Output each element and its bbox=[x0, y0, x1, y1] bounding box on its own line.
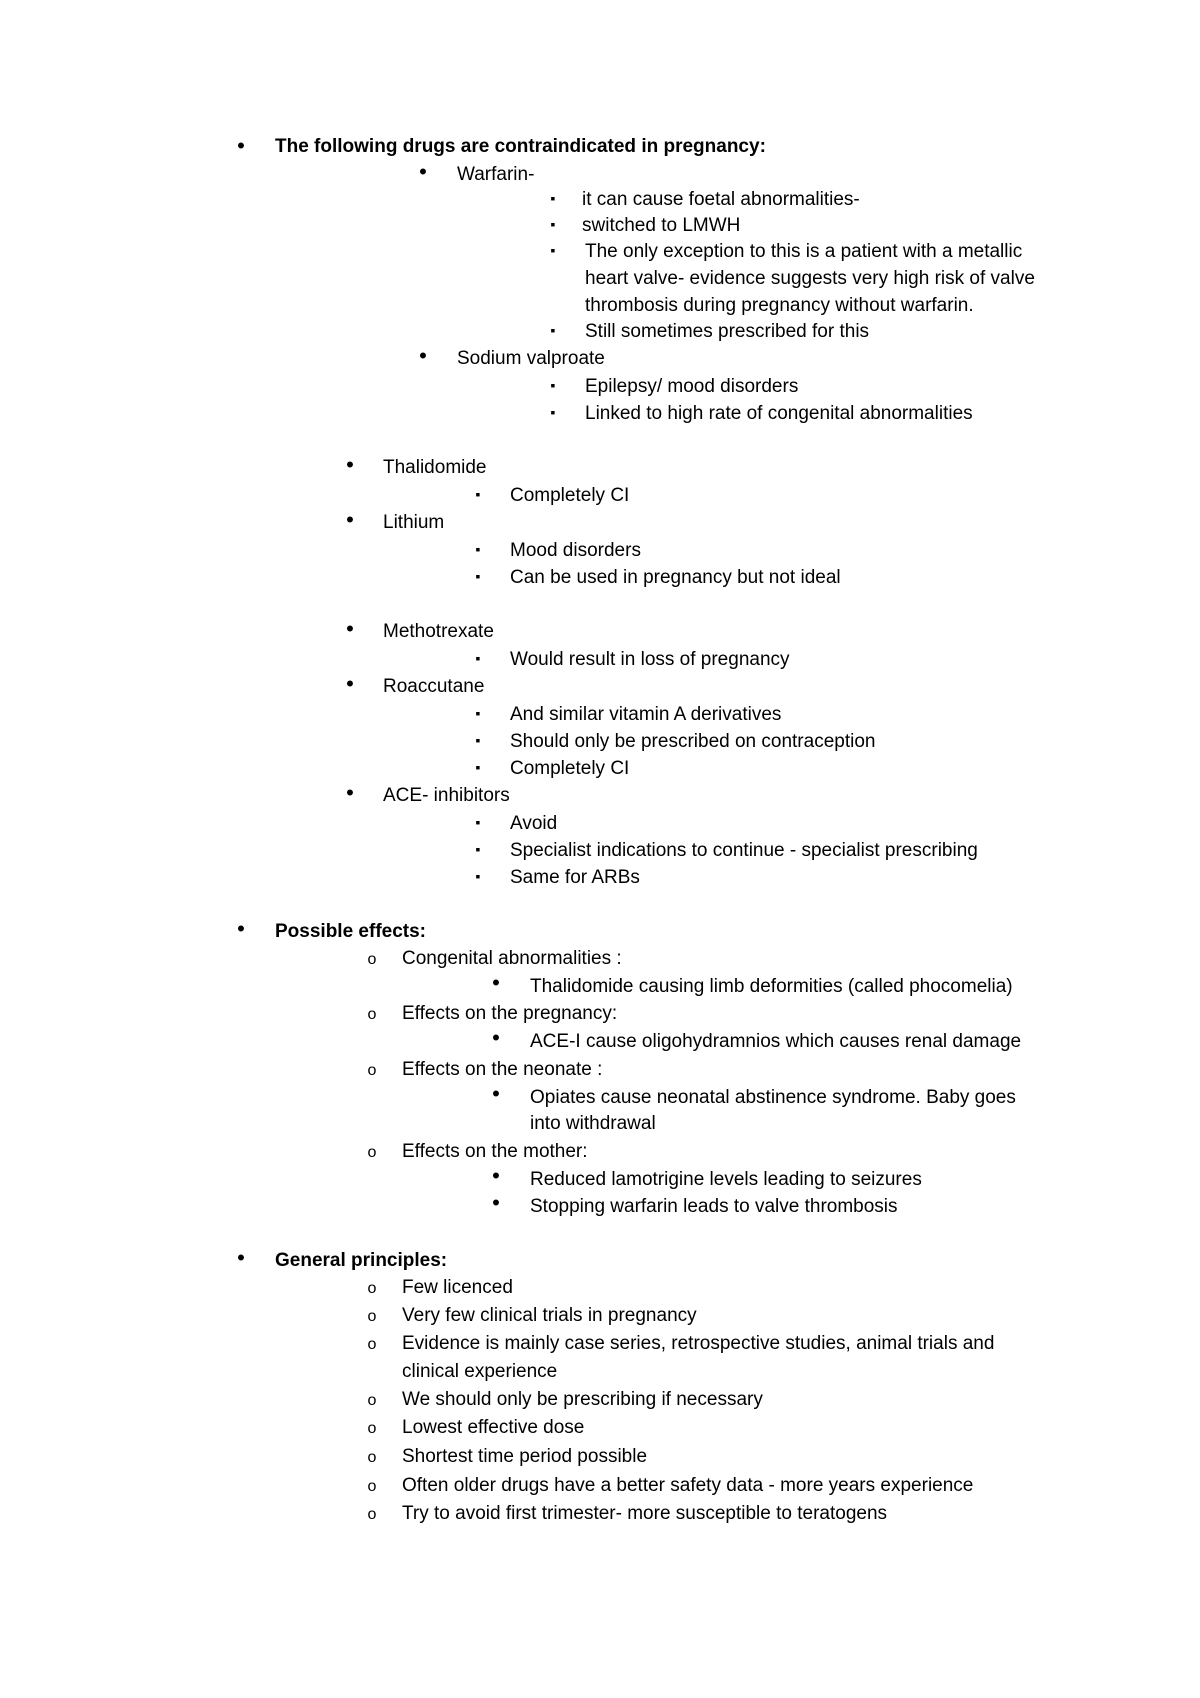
note-text: Can be used in pregnancy but not ideal bbox=[510, 567, 841, 588]
principle-text: Lowest effective dose bbox=[402, 1417, 585, 1438]
note-bullet bbox=[470, 537, 486, 561]
effect-label: Effects on the neonate : bbox=[402, 1059, 603, 1080]
effect-label: Congenital abnormalities : bbox=[402, 948, 622, 969]
note-text: switched to LMWH bbox=[582, 215, 741, 236]
principle-text: Try to avoid first trimester- more susceptible to teratogens bbox=[402, 1503, 888, 1524]
principle-bullet bbox=[364, 1445, 380, 1470]
section-heading-general-principles: General principles: bbox=[275, 1250, 448, 1271]
drug-bullet bbox=[342, 453, 358, 479]
section-heading-contraindicated: The following drugs are contraindicated in pregnancy: bbox=[275, 136, 766, 157]
drug-thalidomide: Thalidomide bbox=[383, 457, 487, 478]
note-bullet bbox=[470, 837, 486, 861]
effect-label: Effects on the mother: bbox=[402, 1141, 588, 1162]
note-text: Completely CI bbox=[510, 485, 630, 506]
note-text: Completely CI bbox=[510, 758, 630, 779]
effect-note-continued: into withdrawal bbox=[530, 1113, 656, 1134]
note-text: Avoid bbox=[510, 813, 558, 834]
drug-bullet bbox=[342, 508, 358, 534]
principle-text: Often older drugs have a better safety data - more years experience bbox=[402, 1475, 974, 1496]
note-bullet bbox=[470, 482, 486, 506]
principle-text: Shortest time period possible bbox=[402, 1446, 648, 1467]
note-bullet bbox=[470, 701, 486, 725]
principle-text: Very few clinical trials in pregnancy bbox=[402, 1305, 697, 1326]
note-bullet bbox=[470, 755, 486, 779]
effect-note: ACE-I cause oligohydramnios which causes renal damage bbox=[530, 1031, 1022, 1052]
effect-note-bullet bbox=[488, 971, 504, 997]
note-bullet bbox=[545, 318, 561, 342]
drug-bullet bbox=[415, 160, 431, 186]
effect-bullet bbox=[364, 1140, 380, 1165]
principle-bullet bbox=[364, 1416, 380, 1441]
note-text: Same for ARBs bbox=[510, 867, 640, 888]
principle-text-continued: clinical experience bbox=[402, 1361, 558, 1382]
drug-methotrexate: Methotrexate bbox=[383, 621, 494, 642]
principle-text: We should only be prescribing if necessary bbox=[402, 1389, 763, 1410]
drug-ace-inhibitors: ACE- inhibitors bbox=[383, 785, 510, 806]
drug-bullet bbox=[342, 672, 358, 698]
note-bullet bbox=[545, 373, 561, 397]
drug-lithium: Lithium bbox=[383, 512, 445, 533]
drug-bullet bbox=[342, 781, 358, 807]
note-bullet bbox=[545, 186, 561, 210]
note-bullet bbox=[470, 564, 486, 588]
drug-bullet bbox=[415, 344, 431, 370]
note-bullet bbox=[470, 728, 486, 752]
note-text: Should only be prescribed on contraception bbox=[510, 731, 876, 752]
note-text: And similar vitamin A derivatives bbox=[510, 704, 782, 725]
drug-warfarin: Warfarin- bbox=[457, 164, 535, 185]
principle-bullet bbox=[364, 1276, 380, 1301]
note-bullet bbox=[545, 400, 561, 424]
note-text: Mood disorders bbox=[510, 540, 641, 561]
effect-bullet bbox=[364, 1002, 380, 1027]
effect-label: Effects on the pregnancy: bbox=[402, 1003, 618, 1024]
effect-bullet bbox=[364, 1058, 380, 1083]
note-text: The only exception to this is a patient with a metallic bbox=[585, 241, 1023, 262]
principle-bullet bbox=[364, 1474, 380, 1499]
note-text: Linked to high rate of congenital abnormalities bbox=[585, 403, 973, 424]
note-text: Epilepsy/ mood disorders bbox=[585, 376, 799, 397]
note-text-continued: heart valve- evidence suggests very high risk of valve bbox=[585, 268, 1035, 289]
note-text: Specialist indications to continue - specialist prescribing bbox=[510, 840, 978, 861]
heading-bullet bbox=[233, 917, 249, 943]
principle-bullet bbox=[364, 1332, 380, 1357]
principle-bullet bbox=[364, 1502, 380, 1527]
effect-note: Reduced lamotrigine levels leading to seizures bbox=[530, 1169, 922, 1190]
note-bullet bbox=[470, 646, 486, 670]
heading-bullet bbox=[233, 134, 249, 160]
note-bullet bbox=[545, 238, 561, 262]
note-bullet bbox=[545, 212, 561, 236]
effect-note-bullet bbox=[488, 1191, 504, 1217]
drug-roaccutane: Roaccutane bbox=[383, 676, 485, 697]
section-heading-possible-effects: Possible effects: bbox=[275, 921, 426, 942]
principle-bullet bbox=[364, 1388, 380, 1413]
note-bullet bbox=[470, 810, 486, 834]
principle-text: Few licenced bbox=[402, 1277, 513, 1298]
heading-bullet bbox=[233, 1246, 249, 1272]
drug-sodium-valproate: Sodium valproate bbox=[457, 348, 605, 369]
effect-note-bullet bbox=[488, 1026, 504, 1052]
effect-note: Stopping warfarin leads to valve thrombosis bbox=[530, 1196, 898, 1217]
note-text: Would result in loss of pregnancy bbox=[510, 649, 790, 670]
effect-note-bullet bbox=[488, 1082, 504, 1108]
principle-bullet bbox=[364, 1304, 380, 1329]
drug-bullet bbox=[342, 617, 358, 643]
effect-note: Opiates cause neonatal abstinence syndrome. Baby goes bbox=[530, 1087, 1016, 1108]
note-text: Still sometimes prescribed for this bbox=[585, 321, 870, 342]
effect-note: Thalidomide causing limb deformities (called phocomelia) bbox=[530, 976, 1013, 997]
effect-note-bullet bbox=[488, 1164, 504, 1190]
note-bullet bbox=[470, 864, 486, 888]
principle-text: Evidence is mainly case series, retrospective studies, animal trials and bbox=[402, 1333, 995, 1354]
note-text: it can cause foetal abnormalities- bbox=[582, 189, 860, 210]
effect-bullet bbox=[364, 947, 380, 972]
note-text-continued: thrombosis during pregnancy without warfarin. bbox=[585, 295, 974, 316]
